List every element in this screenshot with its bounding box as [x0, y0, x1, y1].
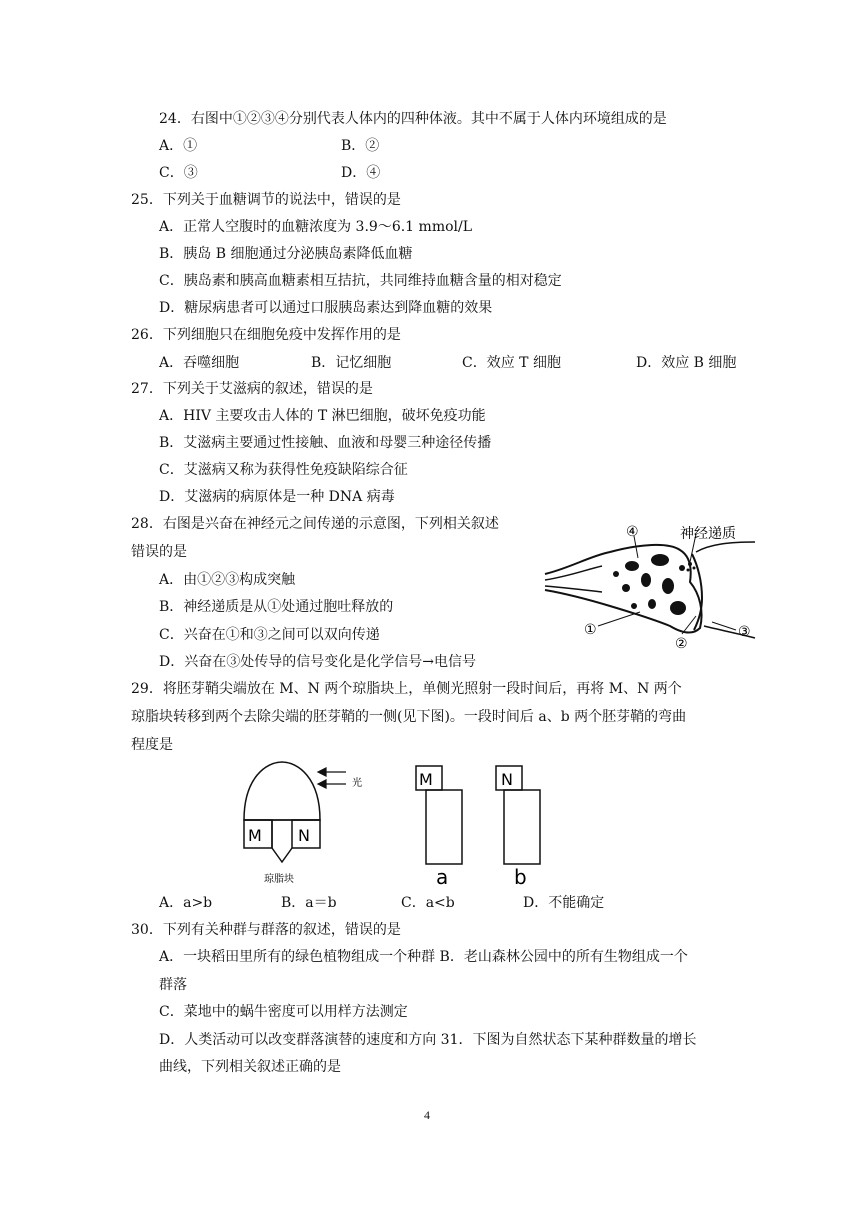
- q28-stem-line2: 错误的是: [131, 544, 187, 560]
- synaptic-vesicles: [613, 554, 686, 615]
- q27-stem: 27．下列关于艾滋病的叙述，错误的是: [131, 381, 373, 397]
- agar-label: 琼脂块: [264, 874, 294, 885]
- q28-option-b: B．神经递质是从①处通过胞吐释放的: [159, 599, 394, 615]
- q26-option-c: C．效应 T 细胞: [462, 355, 561, 371]
- q30-option-c: C．菜地中的蜗牛密度可以用样方法测定: [159, 1004, 408, 1020]
- q28-option-a: A．由①②③构成突触: [159, 572, 296, 588]
- block-m-a-label: M: [419, 770, 433, 789]
- q25-stem: 25．下列关于血糖调节的说法中，错误的是: [131, 192, 401, 208]
- q27-option-b: B．艾滋病主要通过性接触、血液和母婴三种途径传播: [159, 435, 492, 451]
- label-a: a: [436, 865, 449, 888]
- q29-stem-line3: 程度是: [131, 737, 173, 753]
- q29-option-c: C．a<b: [401, 895, 455, 911]
- q28-option-c: C．兴奋在①和③之间可以双向传递: [159, 627, 380, 643]
- q24-option-c: C．③: [159, 165, 198, 181]
- q29-stem-line1: 29．将胚芽鞘尖端放在 M、N 两个琼脂块上，单侧光照射一段时间后，再将 M、N 两个: [131, 681, 682, 697]
- light-arrows: [318, 768, 346, 788]
- q30-option-d-q31: D．人类活动可以改变群落演替的速度和方向 31．下图为自然状态下某种群数量的增长: [159, 1032, 697, 1048]
- q25-option-b: B．胰岛 B 细胞通过分泌胰岛素降低血糖: [159, 246, 413, 262]
- q29-option-b: B．a＝b: [281, 895, 337, 911]
- q24-stem: 24．右图中①②③④分别代表人体内的四种体液。其中不属于人体内环境组成的是: [159, 111, 667, 127]
- synapse-label-4: ④: [626, 524, 639, 540]
- q26-option-d: D．效应 B 细胞: [636, 355, 737, 371]
- q26-option-a: A．吞噬细胞: [159, 355, 240, 371]
- coleoptile-diagram: [236, 758, 556, 888]
- coleoptile-a: [426, 790, 462, 864]
- q28-stem-line1: 28．右图是兴奋在神经元之间传递的示意图，下列相关叙述: [131, 516, 499, 532]
- synapse-label-3: ③: [738, 624, 751, 640]
- page-number: 4: [424, 1108, 430, 1122]
- q27-option-d: D．艾滋病的病原体是一种 DNA 病毒: [159, 489, 395, 505]
- q24-option-a: A．①: [159, 138, 198, 154]
- block-n-b-label: N: [501, 770, 513, 789]
- block-n-label: N: [298, 826, 310, 845]
- q30-option-b-cont: 群落: [159, 977, 187, 993]
- q25-option-d: D．糖尿病患者可以通过口服胰岛素达到降血糖的效果: [159, 300, 493, 316]
- q27-option-a: A．HIV 主要攻击人体的 T 淋巴细胞，破坏免疫功能: [159, 408, 486, 424]
- light-label: 光: [352, 778, 362, 789]
- block-m-label: M: [248, 826, 262, 845]
- q29-option-d: D．不能确定: [523, 895, 605, 911]
- q29-stem-line2: 琼脂块转移到两个去除尖端的胚芽鞘的一侧(见下图)。一段时间后 a、b 两个胚芽鞘的弯曲: [131, 709, 687, 725]
- q27-option-c: C．艾滋病又称为获得性免疫缺陷综合征: [159, 462, 408, 478]
- q31-stem-cont: 曲线，下列相关叙述正确的是: [159, 1059, 341, 1075]
- q30-stem: 30．下列有关种群与群落的叙述，错误的是: [131, 922, 401, 938]
- coleoptile-tip: [244, 762, 320, 820]
- q25-option-c: C．胰岛素和胰高血糖素相互拮抗，共同维持血糖含量的相对稳定: [159, 273, 562, 289]
- synapse-label-1: ①: [584, 622, 597, 638]
- synapse-label-2: ②: [675, 636, 688, 652]
- coleoptile-b: [504, 790, 540, 864]
- q26-option-b: B．记忆细胞: [311, 355, 392, 371]
- q30-option-a-b: A．一块稻田里所有的绿色植物组成一个种群 B．老山森林公园中的所有生物组成一个: [159, 949, 688, 965]
- q24-option-d: D．④: [341, 165, 381, 181]
- q25-option-a: A．正常人空腹时的血糖浓度为 3.9～6.1 mmol/L: [159, 219, 473, 235]
- q26-stem: 26．下列细胞只在细胞免疫中发挥作用的是: [131, 327, 401, 343]
- synapse-label-transmitter: 神经递质: [680, 526, 736, 542]
- q28-option-d: D．兴奋在③处传导的信号变化是化学信号→电信号: [159, 654, 476, 670]
- label-b: b: [514, 865, 527, 888]
- q29-option-a: A．a>b: [159, 895, 213, 911]
- synapse-diagram: [540, 516, 760, 652]
- q24-option-b: B．②: [341, 138, 380, 154]
